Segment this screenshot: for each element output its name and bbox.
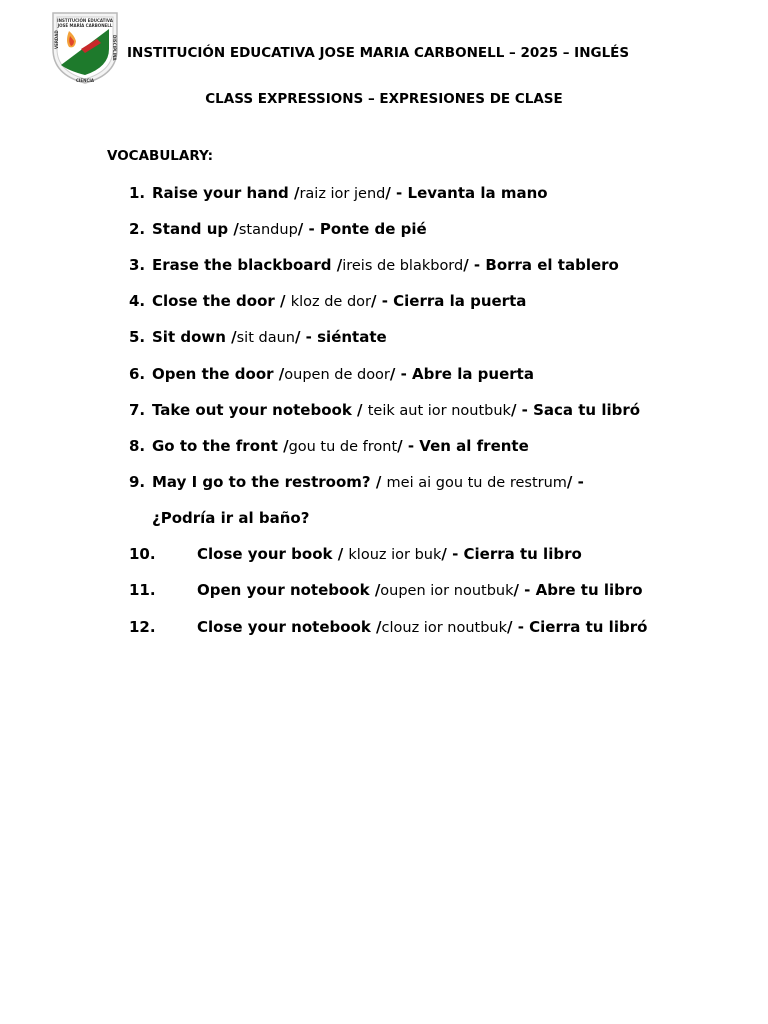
- item-pronunciation: klouz ior buk: [348, 547, 442, 563]
- item-pronunciation: mei ai gou tu de restrum: [386, 475, 567, 491]
- item-pronunciation: raiz ior jend: [299, 186, 386, 202]
- item-english: Close your book /: [197, 545, 349, 563]
- list-item: [129, 618, 647, 637]
- item-spanish: / - Cierra tu libro: [441, 545, 582, 563]
- item-spanish: / - Ven al frente: [397, 437, 529, 455]
- item-number: 12.: [129, 618, 156, 636]
- list-item: [129, 473, 584, 492]
- document-title-text: INSTITUCIÓN EDUCATIVA JOSE MARIA CARBONELL – 2025 – INGLÉS: [127, 45, 630, 61]
- item-pronunciation: sit daun: [236, 330, 295, 346]
- item-pronunciation: teik aut ior noutbuk: [367, 403, 511, 419]
- item-pronunciation: clouz ior noutbuk: [381, 620, 507, 636]
- item-pronunciation: oupen de door: [284, 367, 390, 383]
- item-number: 6.: [129, 365, 146, 383]
- svg-text:CIENCIA: CIENCIA: [75, 78, 95, 83]
- document-subtitle: CLASS EXPRESSIONS – EXPRESIONES DE CLASE: [205, 91, 563, 107]
- item-english: Erase the blackboard /: [152, 256, 343, 274]
- vocabulary-label: VOCABULARY:: [107, 148, 214, 164]
- item-spanish: / - Cierra tu libró: [507, 618, 648, 636]
- item-pronunciation: ireis de blakbord: [342, 258, 464, 274]
- list-item: [129, 545, 582, 564]
- item-spanish: / - Levanta la mano: [385, 184, 548, 202]
- item-number: 1.: [129, 184, 146, 202]
- list-item: [129, 581, 643, 600]
- svg-text:DISCIPLINA: DISCIPLINA: [112, 35, 117, 61]
- item-spanish: / -: [566, 473, 584, 491]
- item-spanish: / - Abre tu libro: [513, 581, 643, 599]
- item-number: 9.: [129, 473, 146, 491]
- item-spanish: / - Ponte de pié: [297, 220, 427, 238]
- item-number: 5.: [129, 328, 146, 346]
- item-english: May I go to the restroom? /: [152, 473, 387, 491]
- item-spanish: / - Borra el tablero: [463, 256, 619, 274]
- list-item: [129, 292, 526, 311]
- item-pronunciation: kloz de dor: [290, 294, 371, 310]
- list-item: [129, 184, 548, 203]
- list-item: [129, 401, 640, 420]
- item-number: 8.: [129, 437, 146, 455]
- svg-text:VERDAD: VERDAD: [54, 30, 59, 49]
- item-english: Open the door /: [152, 365, 285, 383]
- item-english: Go to the front /: [152, 437, 289, 455]
- item-pronunciation: gou tu de front: [288, 439, 398, 455]
- item-english: Open your notebook /: [197, 581, 381, 599]
- list-item: [129, 220, 427, 239]
- item-english: Sit down /: [152, 328, 237, 346]
- item-pronunciation: oupen ior noutbuk: [380, 583, 514, 599]
- item-spanish: / - Saca tu libró: [510, 401, 641, 419]
- item-number: 3.: [129, 256, 146, 274]
- list-item-continuation: ¿Podría ir al baño?: [152, 509, 310, 527]
- item-spanish: / - Abre la puerta: [389, 365, 534, 383]
- item-number: 10.: [129, 545, 156, 563]
- item-english: Close your notebook /: [197, 618, 382, 636]
- item-number: 4.: [129, 292, 146, 310]
- item-spanish: / - Cierra la puerta: [371, 292, 527, 310]
- list-item: [129, 365, 534, 384]
- school-crest-logo: [47, 9, 123, 85]
- item-spanish: / - siéntate: [294, 328, 387, 346]
- item-pronunciation: standup: [238, 222, 298, 238]
- svg-text:JOSÉ MARÍA CARBONELL: JOSÉ MARÍA CARBONELL: [57, 23, 113, 28]
- item-english: Stand up /: [152, 220, 239, 238]
- list-item: [129, 437, 529, 456]
- item-english: Close the door /: [152, 292, 291, 310]
- list-item: [129, 256, 619, 275]
- item-number: 2.: [129, 220, 146, 238]
- item-number: 7.: [129, 401, 146, 419]
- list-item: [129, 328, 387, 347]
- svg-text:INSTITUCIÓN EDUCATIVA: INSTITUCIÓN EDUCATIVA: [57, 18, 113, 23]
- item-english: Raise your hand /: [152, 184, 300, 202]
- item-english: Take out your notebook /: [152, 401, 368, 419]
- item-number: 11.: [129, 581, 156, 599]
